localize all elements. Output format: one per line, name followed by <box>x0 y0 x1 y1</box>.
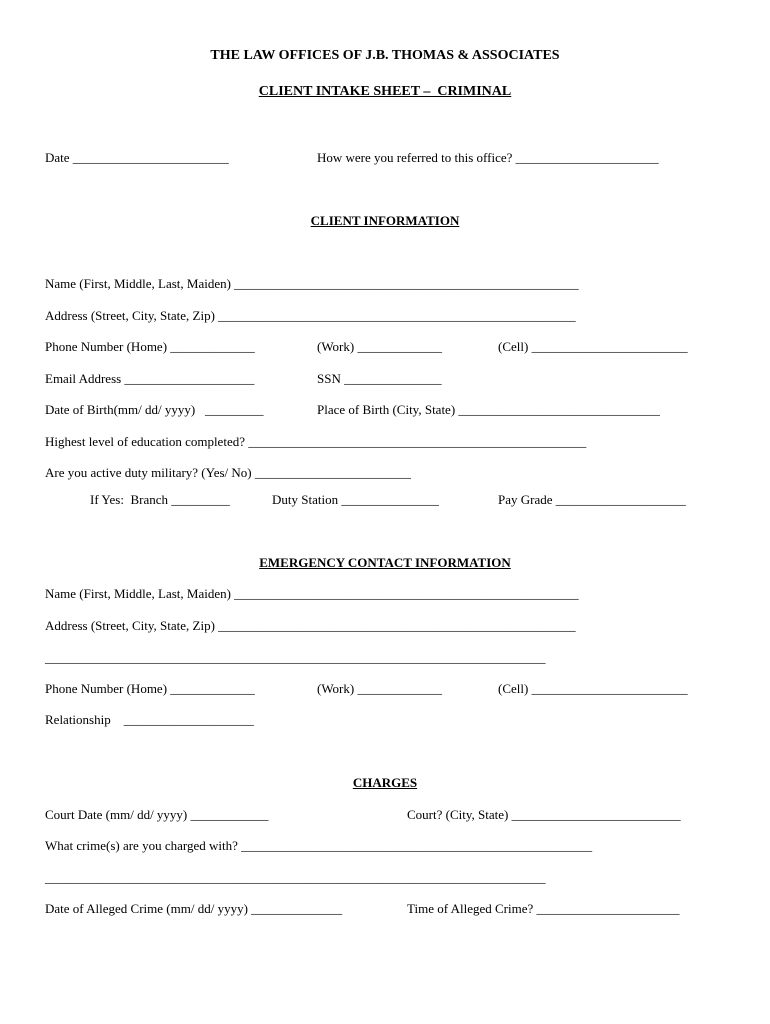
emergency-phone-home-field[interactable]: Phone Number (Home) _____________ <box>45 681 255 696</box>
military-pay-grade-field[interactable]: Pay Grade ____________________ <box>498 492 686 507</box>
charged-crimes-line2[interactable]: _____________________________________________________________________________ <box>45 870 546 885</box>
emergency-address-field[interactable]: Address (Street, City, State, Zip) _______________________________________________________ <box>45 618 576 633</box>
court-location-field[interactable]: Court? (City, State) __________________________ <box>407 807 681 822</box>
client-military-field[interactable]: Are you active duty military? (Yes/ No) ________________________ <box>45 465 411 480</box>
client-address-field[interactable]: Address (Street, City, State, Zip) _______________________________________________________ <box>45 308 576 323</box>
emergency-address-line2[interactable]: _____________________________________________________________________________ <box>45 650 546 665</box>
emergency-phone-work-field[interactable]: (Work) _____________ <box>317 681 442 696</box>
alleged-crime-time-field[interactable]: Time of Alleged Crime? ______________________ <box>407 901 680 916</box>
charges-heading: CHARGES <box>352 775 418 790</box>
military-branch-field[interactable]: If Yes: Branch _________ <box>90 492 230 507</box>
client-phone-work-field[interactable]: (Work) _____________ <box>317 339 442 354</box>
charged-crimes-field[interactable]: What crime(s) are you charged with? ______________________________________________________ <box>45 838 593 853</box>
client-dob-field[interactable]: Date of Birth(mm/ dd/ yyyy) _________ <box>45 402 264 417</box>
client-name-field[interactable]: Name (First, Middle, Last, Maiden) _____________________________________________________ <box>45 276 579 291</box>
emergency-relationship-field[interactable]: Relationship ____________________ <box>45 712 254 727</box>
emergency-name-field[interactable]: Name (First, Middle, Last, Maiden) _____________________________________________________ <box>45 586 579 601</box>
client-info-heading: CLIENT INFORMATION <box>310 213 460 228</box>
emergency-phone-cell-field[interactable]: (Cell) ________________________ <box>498 681 688 696</box>
client-phone-home-field[interactable]: Phone Number (Home) _____________ <box>45 339 255 354</box>
emergency-contact-heading: EMERGENCY CONTACT INFORMATION <box>259 555 511 570</box>
alleged-crime-date-field[interactable]: Date of Alleged Crime (mm/ dd/ yyyy) ______________ <box>45 901 343 916</box>
client-pob-field[interactable]: Place of Birth (City, State) _______________________________ <box>317 402 660 417</box>
client-phone-cell-field[interactable]: (Cell) ________________________ <box>498 339 688 354</box>
date-field[interactable]: Date ________________________ <box>45 150 229 165</box>
form-title: CLIENT INTAKE SHEET – CRIMINAL <box>258 84 512 99</box>
client-email-field[interactable]: Email Address ____________________ <box>45 371 255 386</box>
firm-name: THE LAW OFFICES OF J.B. THOMAS & ASSOCIATES <box>210 48 560 63</box>
referral-field[interactable]: How were you referred to this office? ______________________ <box>317 150 659 165</box>
client-ssn-field[interactable]: SSN _______________ <box>317 371 442 386</box>
court-date-field[interactable]: Court Date (mm/ dd/ yyyy) ____________ <box>45 807 269 822</box>
client-education-field[interactable]: Highest level of education completed? ____________________________________________________ <box>45 434 587 449</box>
military-duty-station-field[interactable]: Duty Station _______________ <box>272 492 439 507</box>
